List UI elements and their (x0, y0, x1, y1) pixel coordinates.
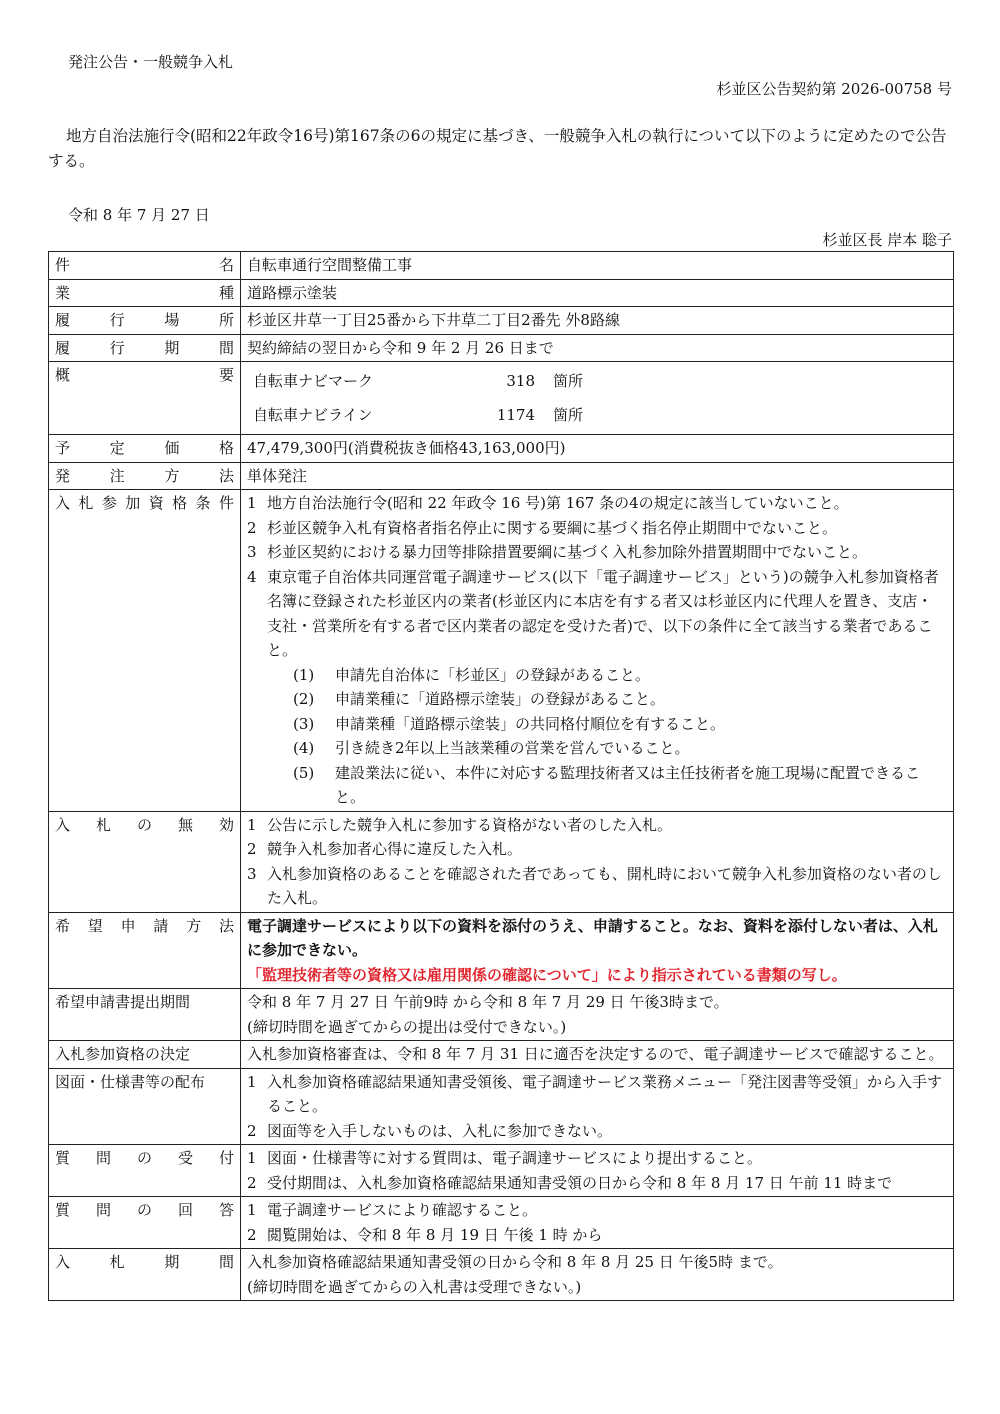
label-char: 所 (218, 311, 234, 329)
label-char: 行 (109, 338, 125, 357)
row-kaitou (49, 1197, 954, 1249)
subitem-number: (3) (293, 714, 315, 733)
row-label (49, 435, 241, 463)
condition-subitem (247, 736, 947, 761)
label-char: 件 (55, 256, 71, 274)
row-label-text (55, 1198, 234, 1223)
row-label (49, 252, 241, 280)
row-label-text (55, 308, 234, 333)
row-teishutsu (49, 989, 954, 1041)
label-char: 請 (153, 916, 169, 935)
item-number: 1 (247, 1201, 257, 1219)
row-value (241, 989, 954, 1041)
row-value: 単体発注 (241, 462, 954, 490)
item-number: 4 (247, 567, 257, 586)
label-char: 付 (218, 1149, 234, 1167)
row-kibou (49, 912, 954, 989)
item-number: 3 (247, 864, 257, 883)
item-number: 2 (247, 1173, 257, 1192)
label-char: の (136, 815, 152, 834)
label-char: 予 (55, 439, 71, 457)
row-kikan (49, 334, 954, 362)
condition-subitem (247, 687, 947, 712)
invalid-item (247, 862, 947, 911)
label-char: 受 (177, 1149, 193, 1167)
notice-date: 令和 8 年 7 月 27 日 (68, 206, 210, 224)
label-char: 業 (55, 283, 71, 302)
row-value: 入札参加資格審査は、令和 8 年 7 月 31 日に適否を決定するので、電子調達サービスで確認すること。 (241, 1041, 954, 1069)
row-value (241, 811, 954, 912)
condition-item (247, 516, 947, 541)
subitem-number: (1) (293, 665, 315, 684)
intro-paragraph: 地方自治法施行令(昭和22年政令16号)第167条の6の規定に基づき、一般競争入札の執行について以下のように定めたので公告する。 (48, 127, 947, 170)
label-char: 件 (218, 494, 234, 512)
label-char: 質 (55, 1149, 71, 1167)
notice-table (48, 251, 954, 1301)
row-nyusatsu (49, 1249, 954, 1301)
row-hatchu (49, 462, 954, 490)
item-text: 図面・仕様書等に対する質問は、電子調達サービスにより提出すること。 (267, 1149, 763, 1167)
label-char: 価 (164, 439, 180, 457)
distribution-item (247, 1119, 947, 1144)
row-value (241, 1145, 954, 1197)
row-label (49, 1197, 241, 1249)
row-label (49, 490, 241, 812)
label-char: 問 (95, 1149, 111, 1167)
row-label-text (55, 1250, 234, 1275)
label-char: 格 (172, 494, 188, 512)
question-item (247, 1171, 947, 1196)
item-number: 2 (247, 1225, 257, 1244)
row-label (49, 1145, 241, 1197)
label-char: の (136, 1201, 152, 1219)
condition-subitem (247, 712, 947, 737)
label-char: の (136, 1149, 152, 1167)
label-char: 札 (109, 1253, 125, 1271)
label-char: 場 (164, 311, 180, 329)
invalid-item (247, 813, 947, 838)
condition-subitem (247, 761, 947, 810)
label-char: 間 (218, 338, 234, 357)
row-label (49, 334, 241, 362)
row-label-text (55, 253, 234, 278)
row-label-text (55, 336, 234, 361)
label-char: 要 (218, 366, 234, 384)
row-label (49, 362, 241, 435)
row-value (241, 490, 954, 812)
row-value: 道路標示塗装 (241, 279, 954, 307)
row-label-text (55, 491, 234, 516)
gaiyo-unit: 箇所 (553, 406, 584, 424)
label-char: 履 (55, 311, 71, 329)
row-label (49, 1249, 241, 1301)
label-char: 資 (148, 494, 164, 512)
row-kettei (49, 1041, 954, 1069)
row-gyoshu (49, 279, 954, 307)
answer-item (247, 1223, 947, 1248)
row-yotei (49, 435, 954, 463)
label-char: 定 (109, 439, 125, 457)
item-number: 2 (247, 518, 257, 537)
row-label-text (55, 914, 234, 939)
condition-item (247, 540, 947, 565)
bid-note: (締切時間を過ぎてからの入札書は受理できない。) (247, 1277, 582, 1296)
item-text: 競争入札参加者心得に違反した入札。 (267, 840, 523, 858)
subitem-number: (4) (293, 739, 315, 757)
row-label-text (55, 436, 234, 461)
item-text: 杉並区競争入札有資格者指名停止に関する要綱に基づく指名停止期間中でないこと。 (267, 518, 838, 537)
label-char: 希 (55, 916, 71, 935)
item-text: 公告に示した競争入札に参加する資格がない者のした入札。 (267, 815, 673, 834)
condition-subitem (247, 663, 947, 688)
question-item (247, 1146, 947, 1171)
label-char: 問 (95, 1201, 111, 1219)
label-char: 加 (125, 494, 141, 512)
row-label-text (55, 464, 234, 489)
label-char: 発 (55, 466, 71, 485)
label-char: 札 (78, 494, 94, 512)
label-char: 種 (218, 283, 234, 302)
label-char: 効 (218, 815, 234, 834)
row-value: 47,479,300円(消費税抜き価格43,163,000円) (241, 435, 954, 463)
gaiyo-name: 自転車ナビマーク (253, 372, 374, 390)
label-char: 条 (195, 494, 211, 512)
row-basho (49, 307, 954, 335)
label-char: 注 (109, 466, 125, 485)
label-char: 期 (164, 338, 180, 357)
label-char: 期 (164, 1253, 180, 1271)
item-number: 1 (247, 1149, 257, 1167)
gaiyo-item (247, 364, 947, 398)
gaiyo-name: 自転車ナビライン (253, 406, 373, 424)
gaiyo-qty: 318 (506, 372, 535, 390)
row-label-text (55, 813, 234, 838)
label-char: 法 (218, 916, 234, 935)
label-char: 名 (218, 256, 234, 274)
label-char: 望 (87, 916, 103, 935)
signer: 杉並区長 岸本 聡子 (822, 231, 952, 249)
label-char: 参 (101, 494, 117, 512)
row-label: 入札参加資格の決定 (49, 1041, 241, 1069)
label-char: 方 (186, 916, 202, 935)
subitem-text: 申請先自治体に「杉並区」の登録があること。 (335, 665, 651, 684)
row-kenmei (49, 252, 954, 280)
item-text: 地方自治法施行令(昭和 22 年政令 16 号)第 167 条の4の規定に該当していないこと。 (267, 494, 849, 512)
label-char: 入 (55, 815, 71, 834)
row-uketsuke (49, 1145, 954, 1197)
row-value: 契約締結の翌日から令和 9 年 2 月 26 日まで (241, 334, 954, 362)
label-char: 格 (218, 439, 234, 457)
gaiyo-unit: 箇所 (553, 372, 584, 390)
label-char: 申 (120, 916, 136, 935)
row-value (241, 1068, 954, 1145)
distribution-item (247, 1070, 947, 1119)
notice-type: 発注公告・一般競争入札 (68, 53, 234, 71)
item-text: 杉並区契約における暴力団等排除措置要綱に基づく入札参加除外措置期間中でないこと。 (267, 543, 868, 561)
item-text: 閲覧開始は、令和 8 年 8 月 19 日 午後 1 時 から (267, 1225, 603, 1244)
row-label (49, 279, 241, 307)
item-number: 2 (247, 1121, 257, 1140)
answer-item (247, 1198, 947, 1223)
submission-note: (締切時間を過ぎてからの提出は受付できない。) (247, 1017, 567, 1036)
row-mukou (49, 811, 954, 912)
condition-item (247, 491, 947, 516)
subitem-number: (2) (293, 690, 315, 708)
gaiyo-qty: 1174 (496, 406, 535, 424)
label-char: 入 (55, 494, 71, 512)
row-shikaku (49, 490, 954, 812)
label-char: 入 (55, 1253, 71, 1271)
label-char: 無 (177, 815, 193, 834)
item-text: 東京電子自治体共同運営電子調達サービス(以下「電子調達サービス」という)の競争入札参加資格者名簿に登録された杉並区内の業者(杉並区内に本店を有する者又は杉並区内に代理人を置き、支店・支社・営業所を有する者で区内業者の認定を受けた者)で、以下の条件に全て該当する業者であること。 (267, 567, 939, 659)
submission-period: 令和 8 年 7 月 27 日 午前9時 から令和 8 年 7 月 29 日 午後3時まで。 (247, 993, 729, 1011)
item-text: 電子調達サービスにより確認すること。 (267, 1201, 538, 1219)
label-char: 回 (177, 1201, 193, 1219)
row-label: 希望申請書提出期間 (49, 989, 241, 1041)
row-value (241, 1197, 954, 1249)
row-label (49, 462, 241, 490)
label-char: 概 (55, 366, 71, 384)
notice-number: 杉並区公告契約第 2026-00758 号 (716, 80, 952, 98)
label-char: 質 (55, 1201, 71, 1219)
label-char: 間 (218, 1253, 234, 1271)
item-text: 受付期間は、入札参加資格確認結果通知書受領の日から令和 8 年 8 月 17 日 午前 11 時まで (267, 1173, 893, 1192)
row-value (241, 362, 954, 435)
row-label (49, 307, 241, 335)
row-value: 自転車通行空間整備工事 (241, 252, 954, 280)
invalid-item (247, 837, 947, 862)
application-instructions: 電子調達サービスにより以下の資料を添付のうえ、申請すること。なお、資料を添付しない者は、入札に参加できない。 (247, 916, 938, 959)
row-label (49, 912, 241, 989)
row-label-text (55, 1146, 234, 1171)
gaiyo-item (247, 398, 947, 432)
row-label-text (55, 363, 234, 388)
item-number: 1 (247, 1072, 257, 1091)
subitem-text: 申請業種「道路標示塗装」の共同格付順位を有すること。 (335, 714, 726, 733)
item-number: 3 (247, 543, 257, 561)
row-value (241, 1249, 954, 1301)
subitem-text: 建設業法に従い、本件に対応する監理技術者又は主任技術者を施工現場に配置できること。 (335, 763, 921, 806)
label-char: 答 (218, 1201, 234, 1219)
row-haifu (49, 1068, 954, 1145)
required-document-note: 「監理技術者等の資格又は雇用関係の確認について」により指示されている書類の写し。 (247, 965, 847, 984)
row-label-text (55, 281, 234, 306)
item-number: 2 (247, 840, 257, 858)
row-label: 図面・仕様書等の配布 (49, 1068, 241, 1145)
row-gaiyo (49, 362, 954, 435)
label-char: 法 (218, 466, 234, 485)
label-char: 行 (109, 311, 125, 329)
item-number: 1 (247, 815, 257, 834)
label-char: 札 (95, 815, 111, 834)
bid-period: 入札参加資格確認結果通知書受領の日から令和 8 年 8 月 25 日 午後5時 まで。 (247, 1253, 783, 1271)
condition-item (247, 565, 947, 663)
row-value (241, 912, 954, 989)
item-number: 1 (247, 494, 257, 512)
subitem-text: 申請業種に「道路標示塗装」の登録があること。 (335, 690, 666, 708)
item-text: 入札参加資格のあることを確認された者であっても、開札時において競争入札参加資格のない者のした入札。 (267, 864, 942, 907)
item-text: 図面等を入手しないものは、入札に参加できない。 (267, 1121, 613, 1140)
subitem-text: 引き続き2年以上当該業種の営業を営んでいること。 (335, 739, 690, 757)
label-char: 履 (55, 338, 71, 357)
label-char: 方 (164, 466, 180, 485)
subitem-number: (5) (293, 763, 315, 782)
item-text: 入札参加資格確認結果通知書受領後、電子調達サービス業務メニュー「発注図書等受領」から入手すること。 (267, 1072, 943, 1115)
row-value: 杉並区井草一丁目25番から下井草二丁目2番先 外8路線 (241, 307, 954, 335)
row-label (49, 811, 241, 912)
